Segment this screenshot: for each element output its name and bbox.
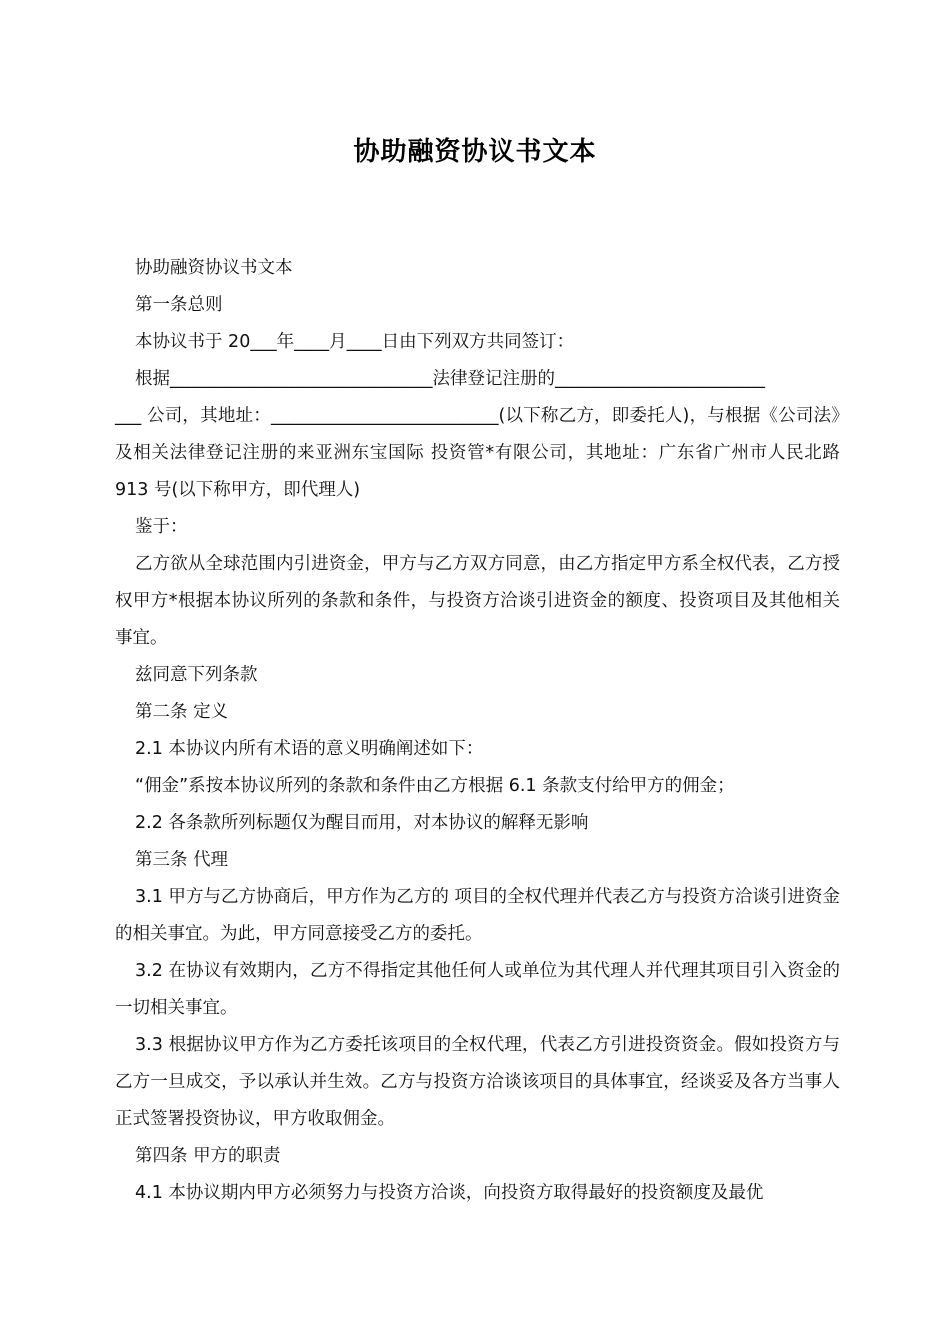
paragraph: 根据______________________________法律登记注册的________________________	[135, 369, 765, 389]
paragraph: 第三条 代理	[135, 850, 229, 870]
paragraph: 2.1 本协议内所有术语的意义明确阐述如下：	[135, 739, 484, 759]
paragraph: 第四条 甲方的职责	[135, 1146, 281, 1166]
paragraph: 3.3 根据协议甲方作为乙方委托该项目的全权代理，代表乙方引进投资资金。假如投资方与乙方一旦成交，予以承认并生效。乙方与投资方洽谈该项目的具体事宜，经谈妥及各方当事人正式签署投资协议，甲方收取佣金。	[115, 1035, 840, 1129]
paragraph: “佣金”系按本协议所列的条款和条件由乙方根据 6.1 条款支付给甲方的佣金；	[135, 776, 735, 796]
paragraph: ___ 公司，其地址：__________________________(以下称乙方，即委托人)，与根据《公司法》及相关法律登记注册的来亚洲东宝国际 投资管*有限公司，其地址：广东省广州市人民北路 913 号(以下称甲方，即代理人)	[115, 406, 840, 500]
paragraph: 第一条总则	[135, 295, 223, 315]
paragraph: 本协议书于 20___年____月____日由下列双方共同签订：	[135, 332, 575, 352]
paragraph: 鉴于：	[135, 517, 188, 537]
document-body	[115, 250, 840, 1212]
paragraph: 2.2 各条款所列标题仅为醒目而用，对本协议的解释无影响	[135, 813, 589, 833]
paragraph: 协助融资协议书文本	[135, 258, 293, 278]
paragraph: 4.1 本协议期内甲方必须努力与投资方洽谈，向投资方取得最好的投资额度及最优	[135, 1183, 764, 1203]
paragraph: 3.2 在协议有效期内，乙方不得指定其他任何人或单位为其代理人并代理其项目引入资金的一切相关事宜。	[115, 961, 840, 1018]
paragraph: 乙方欲从全球范围内引进资金，甲方与乙方双方同意，由乙方指定甲方系全权代表，乙方授权甲方*根据本协议所列的条款和条件，与投资方洽谈引进资金的额度、投资项目及其他相关事宜。	[115, 554, 840, 648]
document-title: 协助融资协议书文本	[353, 137, 597, 167]
paragraph: 兹同意下列条款	[135, 665, 258, 685]
paragraph: 第二条 定义	[135, 702, 229, 722]
paragraph: 3.1 甲方与乙方协商后，甲方作为乙方的 项目的全权代理并代表乙方与投资方洽谈引进资金的相关事宜。为此，甲方同意接受乙方的委托。	[115, 887, 840, 944]
